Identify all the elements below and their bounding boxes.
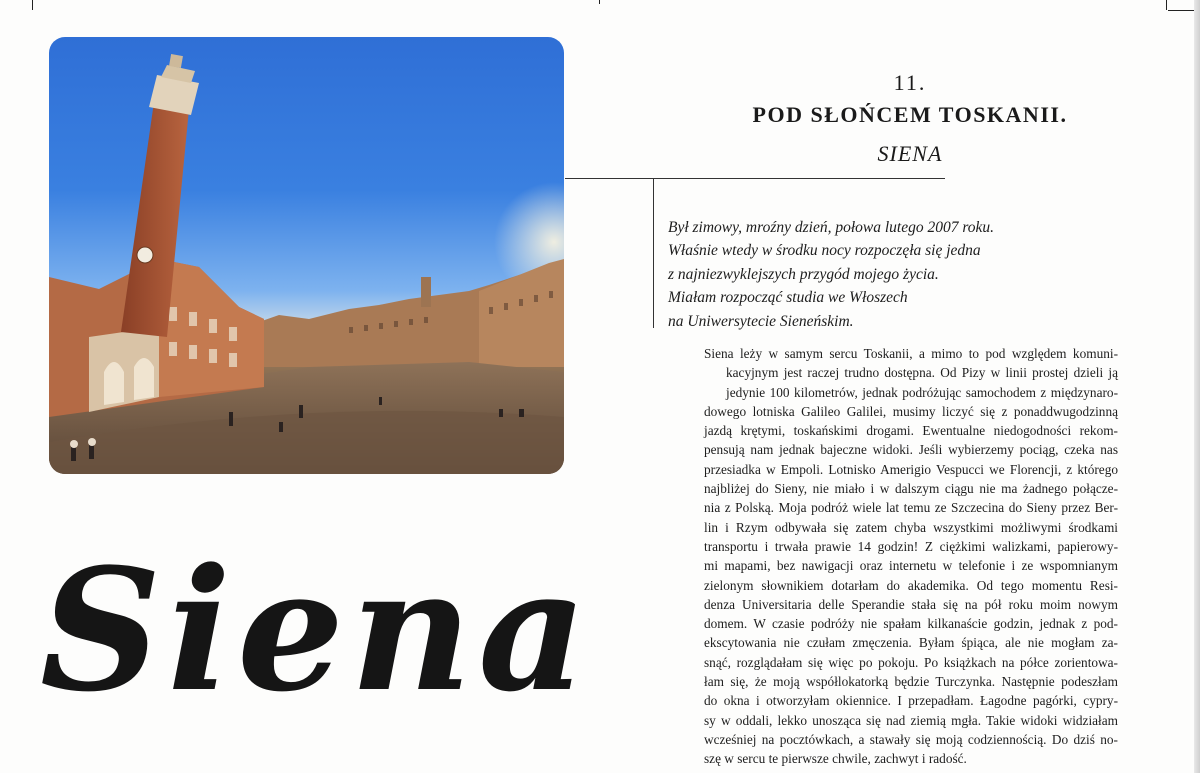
crop-mark-right (1166, 0, 1167, 10)
body-line: nia z Polską. Moja podróż wiele lat temu ze Szczecina do Sieny przez Ber- (704, 500, 1118, 516)
body-line: jazdą krętymi, toskańskimi drogami. Ewentualne niedogodności rekom- (704, 423, 1118, 439)
piazza-del-campo-illustration (49, 37, 564, 474)
body-line: łam się, że moją współlokatorką będzie Turczynka. Następnie podeszłam (704, 674, 1118, 690)
body-text (704, 344, 1118, 769)
intro-line: z najniezwyklejszych przygód mojego życia. (668, 265, 939, 283)
page-edge (1194, 0, 1200, 773)
body-line: snąć, rozglądałam się więc po pokoju. Po książkach na półce zorientowa- (704, 654, 1118, 670)
body-line: przesiadka w Empoli. Lotnisko Amerigio Vespucci we Florencji, z którego (704, 461, 1118, 477)
body-line: lin i Rzym odbywała się zatem chyba wszystkimi możliwymi środkami (704, 519, 1118, 535)
intro-line: na Uniwersytecie Sieneńskim. (668, 312, 854, 330)
body-line: do okna i otworzyłam okiennice. I przepadłam. Łagodne pagórki, cypry- (704, 693, 1118, 709)
crop-mark-center (599, 0, 600, 4)
body-line: szę w sercu te pierwsze chwile, zachwyt i radość. (704, 751, 967, 767)
intro-line: Miałam rozpocząć studia we Włoszech (668, 289, 908, 307)
body-line: denza Universitaria delle Sperandie stała się na pół roku moim nowym (704, 596, 1118, 612)
crop-mark-right-h (1168, 10, 1194, 11)
body-line: transportu i trwała prawie 14 godzin! Z ciężkimi walizkami, papierowy- (704, 538, 1118, 554)
chapter-title: POD SŁOŃCEM TOSKANII. (752, 102, 1068, 127)
body-line: dowego lotniska Galileo Galilei, musimy liczyć się z ponaddwugodzinną (704, 403, 1118, 419)
body-line: ekscytowania nie czułam zmęczenia. Byłam śpiąca, ale nie mogłam za- (704, 635, 1118, 651)
body-line: mi mapami, bez nawigacji oraz internetu w telefonie i ze wspomnianym (704, 558, 1118, 574)
siena-photo (49, 37, 564, 474)
body-line: kacyjnym jest raczej trudno dostępna. Od Pizy w linii prostej dzieli ją (726, 365, 1118, 381)
body-line: pensują nam jednak bajeczne widoki. Jeśli wybierzemy pociąg, czeka nas (704, 442, 1118, 458)
body-line: domem. W czasie podróży nie spałam kilkanaście godzin, jednak z pod- (704, 616, 1118, 632)
body-line: najbliżej do Sieny, nie miało i w dalszym ciągu nie ma żadnego połącze- (704, 481, 1118, 497)
chapter-subtitle: SIENA (877, 141, 943, 166)
horizontal-rule (565, 178, 945, 179)
body-line: sy w oddali, lekko unosząca się nad ziemią mgła. Takie widoki widziałam (704, 712, 1118, 728)
intro-line: Właśnie wtedy w środku nocy rozpoczęła się jedna (668, 242, 981, 260)
body-line: wcześniej na pocztówkach, a stawały się moją codziennością. Do dziś no- (704, 731, 1118, 747)
intro-line: Był zimowy, mroźny dzień, połowa lutego 2007 roku. (668, 219, 995, 236)
intro-paragraph (668, 216, 1048, 333)
body-line: zielonym słownikiem dotarłam do akademika. Od tego momentu Resi- (704, 577, 1118, 593)
vertical-rule (653, 178, 654, 328)
big-title: Siena (40, 531, 594, 729)
body-line: jedynie 100 kilometrów, jednak podróżując samochodem z międzynaro- (726, 384, 1118, 400)
crop-mark-left (32, 0, 33, 10)
body-line: Siena leży w samym sercu Toskanii, a mimo to pod względem komuni- (704, 346, 1118, 361)
chapter-number: 11. (893, 70, 927, 95)
